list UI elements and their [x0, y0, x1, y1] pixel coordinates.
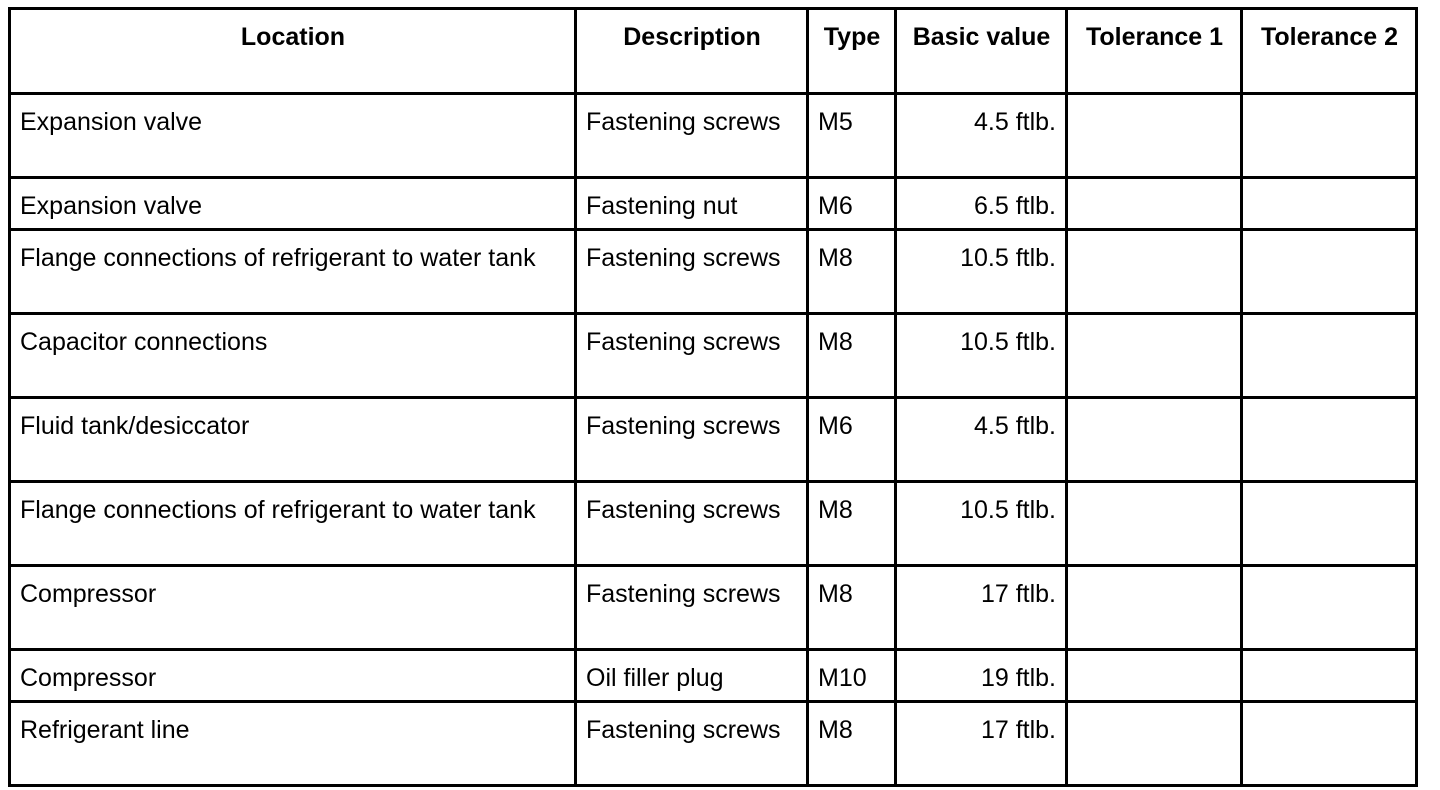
cell-tolerance-2 [1242, 178, 1417, 230]
cell-tolerance-1 [1067, 314, 1242, 398]
cell-location: Compressor [10, 566, 576, 650]
header-basic-value: Basic value [896, 9, 1067, 94]
header-tolerance-2: Tolerance 2 [1242, 9, 1417, 94]
table-row [10, 482, 1417, 566]
header-tolerance-1: Tolerance 1 [1067, 9, 1242, 94]
cell-tolerance-1 [1067, 650, 1242, 702]
table-row [10, 230, 1417, 314]
torque-specification-table [8, 7, 1418, 787]
cell-type: M8 [808, 482, 896, 566]
cell-type: M8 [808, 702, 896, 786]
cell-description: Fastening screws [576, 702, 808, 786]
header-location: Location [10, 9, 576, 94]
cell-location: Expansion valve [10, 94, 576, 178]
cell-tolerance-1 [1067, 178, 1242, 230]
cell-type: M8 [808, 314, 896, 398]
cell-tolerance-2 [1242, 482, 1417, 566]
cell-basic-value: 10.5 ftlb. [896, 482, 1067, 566]
cell-tolerance-1 [1067, 482, 1242, 566]
cell-location: Capacitor connections [10, 314, 576, 398]
cell-description: Fastening screws [576, 314, 808, 398]
cell-location: Flange connections of refrigerant to water tank [10, 230, 576, 314]
table-row [10, 702, 1417, 786]
cell-tolerance-1 [1067, 230, 1242, 314]
table-row [10, 650, 1417, 702]
cell-tolerance-1 [1067, 566, 1242, 650]
cell-type: M6 [808, 178, 896, 230]
cell-basic-value: 10.5 ftlb. [896, 230, 1067, 314]
cell-tolerance-2 [1242, 94, 1417, 178]
cell-tolerance-2 [1242, 650, 1417, 702]
cell-location: Fluid tank/desiccator [10, 398, 576, 482]
cell-type: M8 [808, 230, 896, 314]
cell-location: Expansion valve [10, 178, 576, 230]
table-row [10, 94, 1417, 178]
cell-description: Oil filler plug [576, 650, 808, 702]
cell-description: Fastening screws [576, 230, 808, 314]
cell-type: M6 [808, 398, 896, 482]
cell-tolerance-2 [1242, 314, 1417, 398]
cell-tolerance-1 [1067, 94, 1242, 178]
cell-type: M10 [808, 650, 896, 702]
cell-location: Compressor [10, 650, 576, 702]
cell-basic-value: 17 ftlb. [896, 702, 1067, 786]
cell-tolerance-2 [1242, 230, 1417, 314]
cell-basic-value: 19 ftlb. [896, 650, 1067, 702]
cell-location: Flange connections of refrigerant to water tank [10, 482, 576, 566]
cell-basic-value: 4.5 ftlb. [896, 398, 1067, 482]
cell-tolerance-2 [1242, 566, 1417, 650]
table-row [10, 314, 1417, 398]
cell-description: Fastening screws [576, 94, 808, 178]
torque-table-container [8, 7, 1418, 787]
cell-basic-value: 17 ftlb. [896, 566, 1067, 650]
cell-type: M5 [808, 94, 896, 178]
cell-location: Refrigerant line [10, 702, 576, 786]
cell-basic-value: 4.5 ftlb. [896, 94, 1067, 178]
cell-tolerance-2 [1242, 702, 1417, 786]
cell-description: Fastening nut [576, 178, 808, 230]
table-header-row [10, 9, 1417, 94]
header-description: Description [576, 9, 808, 94]
cell-description: Fastening screws [576, 482, 808, 566]
cell-basic-value: 10.5 ftlb. [896, 314, 1067, 398]
table-row [10, 178, 1417, 230]
cell-basic-value: 6.5 ftlb. [896, 178, 1067, 230]
cell-tolerance-1 [1067, 702, 1242, 786]
cell-description: Fastening screws [576, 566, 808, 650]
table-row [10, 398, 1417, 482]
cell-description: Fastening screws [576, 398, 808, 482]
cell-tolerance-2 [1242, 398, 1417, 482]
table-row [10, 566, 1417, 650]
cell-tolerance-1 [1067, 398, 1242, 482]
cell-type: M8 [808, 566, 896, 650]
header-type: Type [808, 9, 896, 94]
